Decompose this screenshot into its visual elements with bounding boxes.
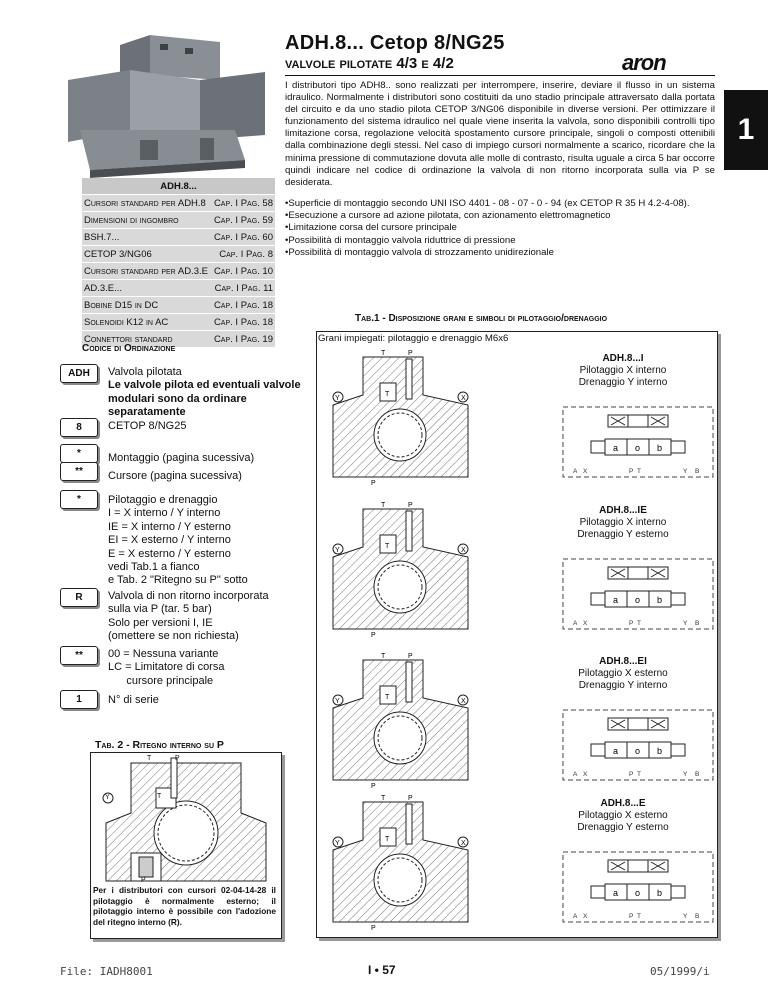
code-badge: R <box>60 588 98 607</box>
code-badge: * <box>60 490 98 509</box>
svg-text:T: T <box>385 391 390 398</box>
svg-text:P: P <box>629 620 634 627</box>
code-desc: Montaggio (pagina sucessiva) <box>108 452 255 464</box>
svg-text:T: T <box>385 543 390 550</box>
svg-text:P: P <box>371 632 376 639</box>
svg-text:B: B <box>695 913 700 920</box>
code-note: Le valvole pilota ed eventuali valvole modulari sono da ordinare separatamente <box>108 379 301 419</box>
index-row: CETOP 3/NG06 Cap. I Pag. 8 <box>82 246 275 263</box>
index-title: ADH.8... <box>82 178 275 195</box>
index-row: Dimensioni di ingombro Cap. I Pag. 59 <box>82 212 275 229</box>
index-table <box>82 178 275 348</box>
index-row: Bobine D15 in DC Cap. I Pag. 18 <box>82 297 275 314</box>
svg-text:P: P <box>408 350 413 357</box>
variant-title: ADH.8...EI Pilotaggio X esterno Drenaggio Y interno <box>578 656 668 691</box>
code-badge: ** <box>60 462 98 481</box>
svg-text:T: T <box>381 350 386 357</box>
svg-text:a: a <box>613 443 619 453</box>
variant-section <box>318 648 713 791</box>
variant-title: ADH.8...I Pilotaggio X interno Drenaggio Y interno <box>578 353 668 388</box>
feature-item: • Limitazione corsa del cursore principale <box>285 222 715 234</box>
svg-text:T: T <box>385 836 390 843</box>
svg-text:P: P <box>408 795 413 802</box>
chapter-tab: 1 <box>724 90 768 170</box>
variant-section <box>318 497 713 640</box>
svg-text:a: a <box>613 595 619 605</box>
svg-text:P: P <box>629 913 634 920</box>
svg-text:Y: Y <box>683 468 688 475</box>
svg-text:b: b <box>657 595 663 605</box>
svg-text:P: P <box>371 480 376 487</box>
code-badge: 1 <box>60 690 98 709</box>
svg-text:P: P <box>371 925 376 932</box>
index-row: Cursori standard per AD.3.E Cap. I Pag. 10 <box>82 263 275 280</box>
svg-text:Y: Y <box>683 620 688 627</box>
code-badge: ** <box>60 646 98 665</box>
code-desc: 00 = Nessuna variante <box>108 648 219 660</box>
variant-title: ADH.8...E Pilotaggio X esterno Drenaggio Y esterno <box>577 798 669 833</box>
svg-text:P: P <box>371 783 376 790</box>
svg-text:T: T <box>637 468 641 475</box>
feature-item: • Possibilità di montaggio valvola riduttrice di pressione <box>285 235 715 247</box>
svg-text:b: b <box>657 888 663 898</box>
svg-text:P: P <box>629 468 634 475</box>
svg-text:Y: Y <box>335 698 340 705</box>
page-subtitle: valvole pilotate 4/3 e 4/2 <box>285 55 454 72</box>
feature-item: • Esecuzione a cursore ad azione pilotata, con azionamento elettromagnetico <box>285 210 715 222</box>
svg-text:o: o <box>635 443 641 453</box>
svg-text:T: T <box>381 795 386 802</box>
svg-text:A: A <box>573 468 578 475</box>
svg-text:Y: Y <box>335 395 340 402</box>
index-row: AD.3.E... Cap. I Pag. 11 <box>82 280 275 297</box>
code-badge: * <box>60 444 98 463</box>
svg-text:X: X <box>461 547 466 554</box>
svg-text:a: a <box>613 888 619 898</box>
svg-text:B: B <box>695 620 700 627</box>
svg-text:T: T <box>637 913 641 920</box>
index-row: Connettori standard Cap. I Pag. 19 <box>82 331 275 348</box>
svg-text:X: X <box>461 840 466 847</box>
index-row: Cursori standard per ADH.8 Cap. I Pag. 58 <box>82 195 275 212</box>
feature-item: • Possibilità di montaggio valvola di strozzamento unidirezionale <box>285 247 715 259</box>
svg-text:X: X <box>461 698 466 705</box>
svg-text:A: A <box>573 771 578 778</box>
svg-text:P: P <box>629 771 634 778</box>
svg-text:o: o <box>635 888 641 898</box>
code-desc: Cursore (pagina sucessiva) <box>108 470 242 482</box>
svg-text:A: A <box>573 913 578 920</box>
svg-text:T: T <box>381 502 386 509</box>
tab1-title: Tab.1 - Disposizione grani e simboli di pilotaggio/drenaggio <box>355 313 608 324</box>
page-title: ADH.8... Cetop 8/NG25 <box>285 32 505 54</box>
variant-title: ADH.8...IE Pilotaggio X interno Drenaggio Y esterno <box>577 505 669 540</box>
ordering-code-title: Codice di Ordinazione <box>82 343 176 354</box>
svg-text:Y: Y <box>683 913 688 920</box>
svg-text:X: X <box>583 468 588 475</box>
svg-text:a: a <box>613 746 619 756</box>
tab2-note: Per i distributori con cursori 02-04-14-28 il pilotaggio è normalmente esterno; il pilotaggio interno è possibile con l'adozione del ritegno interno (R). <box>93 885 276 927</box>
tab1-header: Grani impiegati: pilotaggio e drenaggio M6x6 <box>318 333 509 344</box>
svg-text:o: o <box>635 746 641 756</box>
check-valve-section-drawing <box>91 753 281 883</box>
svg-text:Y: Y <box>335 547 340 554</box>
code-badge: ADH <box>60 364 98 383</box>
tab2-title: Tab. 2 - Ritegno interno su P <box>95 739 224 751</box>
index-row: BSH.7... Cap. I Pag. 60 <box>82 229 275 246</box>
footer-date: 05/1999/i <box>650 965 710 978</box>
svg-text:P: P <box>408 653 413 660</box>
intro-text: I distributori tipo ADH8.. sono realizzati per interrompere, inserire, deviare il flusso in un sistema idraulico. Normalmente i distributori sono costituiti da uno stadio principale attraversato dalla portata del circuito e da uno stadio pilota CETOP 3/NG06 disponibile in diverse versioni. Per ottimizzare il funzionamento del sistema idraulico nel quale viene inserita la valvola, sono disponibili controlli tipo limitazione corsa, regolazione velocità spostamento cursore principale, singoli o composti ottenibili dalla combinazione degli stessi. Nel caso di impiego cursori normalmente a scarico, ricordare che la minima pressione di commutazione dovuta alle molle di contrasto, risulta uguale a circa 5 bar occorre quindi indicare nel codice di ordinazione la valvola di non ritorno incorporata sulla via P se desiderata. <box>285 80 715 188</box>
svg-text:Y: Y <box>335 840 340 847</box>
svg-text:X: X <box>583 913 588 920</box>
svg-text:X: X <box>583 620 588 627</box>
valve-photo <box>60 30 275 180</box>
code-desc: CETOP 8/NG25 <box>108 420 187 432</box>
index-row: Solenoidi K12 in AC Cap. I Pag. 18 <box>82 314 275 331</box>
svg-text:X: X <box>583 771 588 778</box>
tab2-panel: T P Y T P <box>90 752 282 939</box>
svg-text:P: P <box>408 502 413 509</box>
footer-page-number: I • 57 <box>368 963 396 977</box>
svg-text:T: T <box>385 694 390 701</box>
svg-text:A: A <box>573 620 578 627</box>
svg-text:B: B <box>695 468 700 475</box>
svg-text:T: T <box>637 620 641 627</box>
svg-text:Y: Y <box>683 771 688 778</box>
svg-text:o: o <box>635 595 641 605</box>
svg-text:B: B <box>695 771 700 778</box>
code-desc: Valvola di non ritorno incorporata <box>108 590 269 602</box>
svg-text:X: X <box>461 395 466 402</box>
svg-text:T: T <box>637 771 641 778</box>
features-list <box>285 198 715 259</box>
code-badge: 8 <box>60 418 98 437</box>
code-desc: Valvola pilotata <box>108 366 182 378</box>
svg-text:b: b <box>657 443 663 453</box>
variant-section <box>318 345 713 488</box>
code-desc: Pilotaggio e drenaggio <box>108 494 218 506</box>
footer-file: File: IADH8001 <box>60 965 153 978</box>
code-desc: N° di serie <box>108 694 159 706</box>
brand-logo: aron <box>622 50 666 75</box>
svg-text:b: b <box>657 746 663 756</box>
feature-item: • Superficie di montaggio secondo UNI ISO 4401 - 08 - 07 - 0 - 94 (ex CETOP R 35 H 4.2-4-08). <box>285 198 715 210</box>
svg-text:T: T <box>381 653 386 660</box>
variant-section <box>318 790 713 933</box>
